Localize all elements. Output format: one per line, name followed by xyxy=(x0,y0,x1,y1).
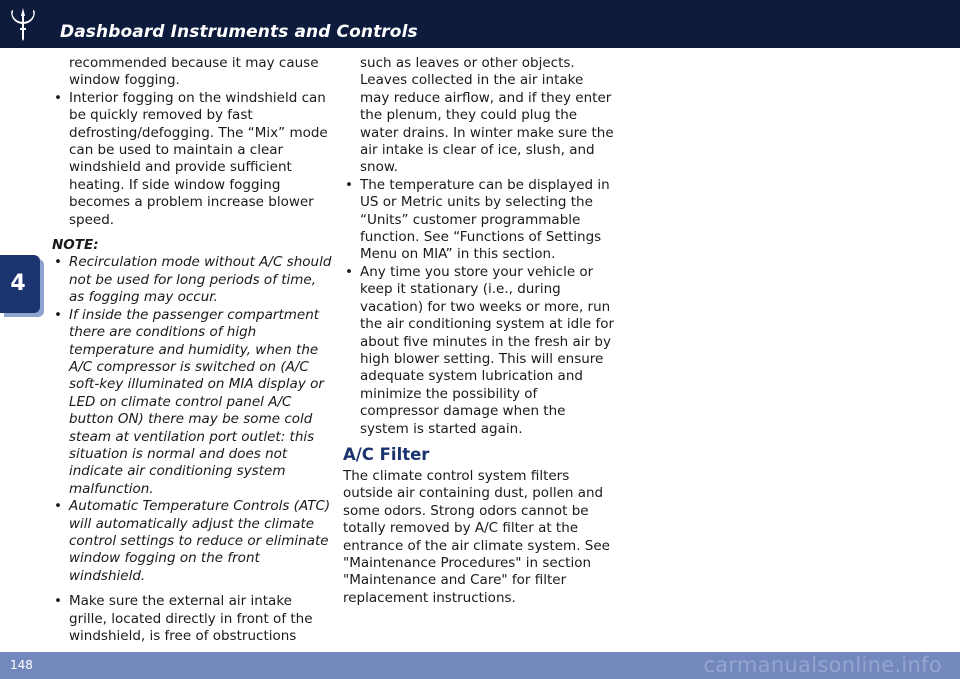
watermark: carmanualsonline.info xyxy=(703,653,942,677)
bullet-text: Interior fogging on the windshield can be quickly removed by fast defrosting/defogging. The “Mix” mode can be used to maintain a clear windshield and provide sufficient heating. If side window fogging becomes a problem increase blower speed. xyxy=(69,89,328,228)
paragraph-continuation: such as leaves or other objects. Leaves collected in the air intake may reduce airflow, and if they enter the plenum, they could plug the water drains. In winter make sure the air intake is clear of ice, slush, and snow. xyxy=(360,55,614,176)
bullet-dot: • xyxy=(54,593,62,610)
bullet-text: Any time you store your vehicle or keep it stationary (i.e., during vacation) for two weeks or more, run the air conditioning system at idle for about five minutes in the fresh air by high blower setting. This will ensure adequate system lubrication and minimize the possibility of compressor damage when the system is started again. xyxy=(360,263,615,437)
bullet-dot: • xyxy=(54,498,62,515)
bullet-text: Make sure the external air intake grille, located directly in front of the windshield, is free of obstructions xyxy=(69,593,313,644)
bullet-dot: • xyxy=(345,263,353,280)
bullet-item xyxy=(343,177,615,264)
note-text: Automatic Temperature Controls (ATC) will automatically adjust the climate control settings to reduce or eliminate window fogging on the front windshield. xyxy=(69,498,331,584)
note-text: If inside the passenger compartment there are conditions of high temperature and humidity, when the A/C compressor is switched on (A/C soft-key illuminated on MIA display or LED on climate control panel A/C button ON) there may be some cold steam at ventilation port outlet: this situation is normal and does not indicate air conditioning system malfunction. xyxy=(69,306,324,497)
note-list xyxy=(52,254,332,585)
page-footer xyxy=(0,652,960,679)
bullet-text: The temperature can be displayed in US or Metric units by selecting the “Units” customer programmable function. See “Functions of Settings Menu on MIA” in this section. xyxy=(360,176,610,263)
paragraph-continuation: recommended because it may cause window fogging. xyxy=(69,55,319,89)
note-item xyxy=(52,254,332,306)
note-label: NOTE: xyxy=(52,237,99,254)
bullet-item xyxy=(52,593,332,645)
note-item xyxy=(52,307,332,498)
chapter-tab xyxy=(0,255,40,313)
bullet-dot: • xyxy=(54,89,62,106)
bullet-dot: • xyxy=(54,306,62,323)
right-column xyxy=(343,55,615,607)
bullet-item xyxy=(343,264,615,438)
chapter-number: 4 xyxy=(10,271,26,296)
trident-logo-icon xyxy=(8,6,38,42)
bullet-item xyxy=(52,90,332,229)
bullet-dot: • xyxy=(54,254,62,271)
section-body: The climate control system filters outside air containing dust, pollen and some odors. Strong odors cannot be totally removed by A/C filter at the entrance of the air climate system. See "Maintenance Procedures" in section "Maintenance and Care" for filter replacement instructions. xyxy=(343,467,610,606)
page-number: 148 xyxy=(10,658,33,672)
page-header xyxy=(0,0,960,48)
page-title: Dashboard Instruments and Controls xyxy=(60,22,418,42)
note-text: Recirculation mode without A/C should not be used for long periods of time, as fogging may occur. xyxy=(69,254,332,306)
left-column xyxy=(52,55,332,645)
note-item xyxy=(52,498,332,585)
bullet-dot: • xyxy=(345,176,353,193)
section-heading: A/C Filter xyxy=(343,444,430,464)
